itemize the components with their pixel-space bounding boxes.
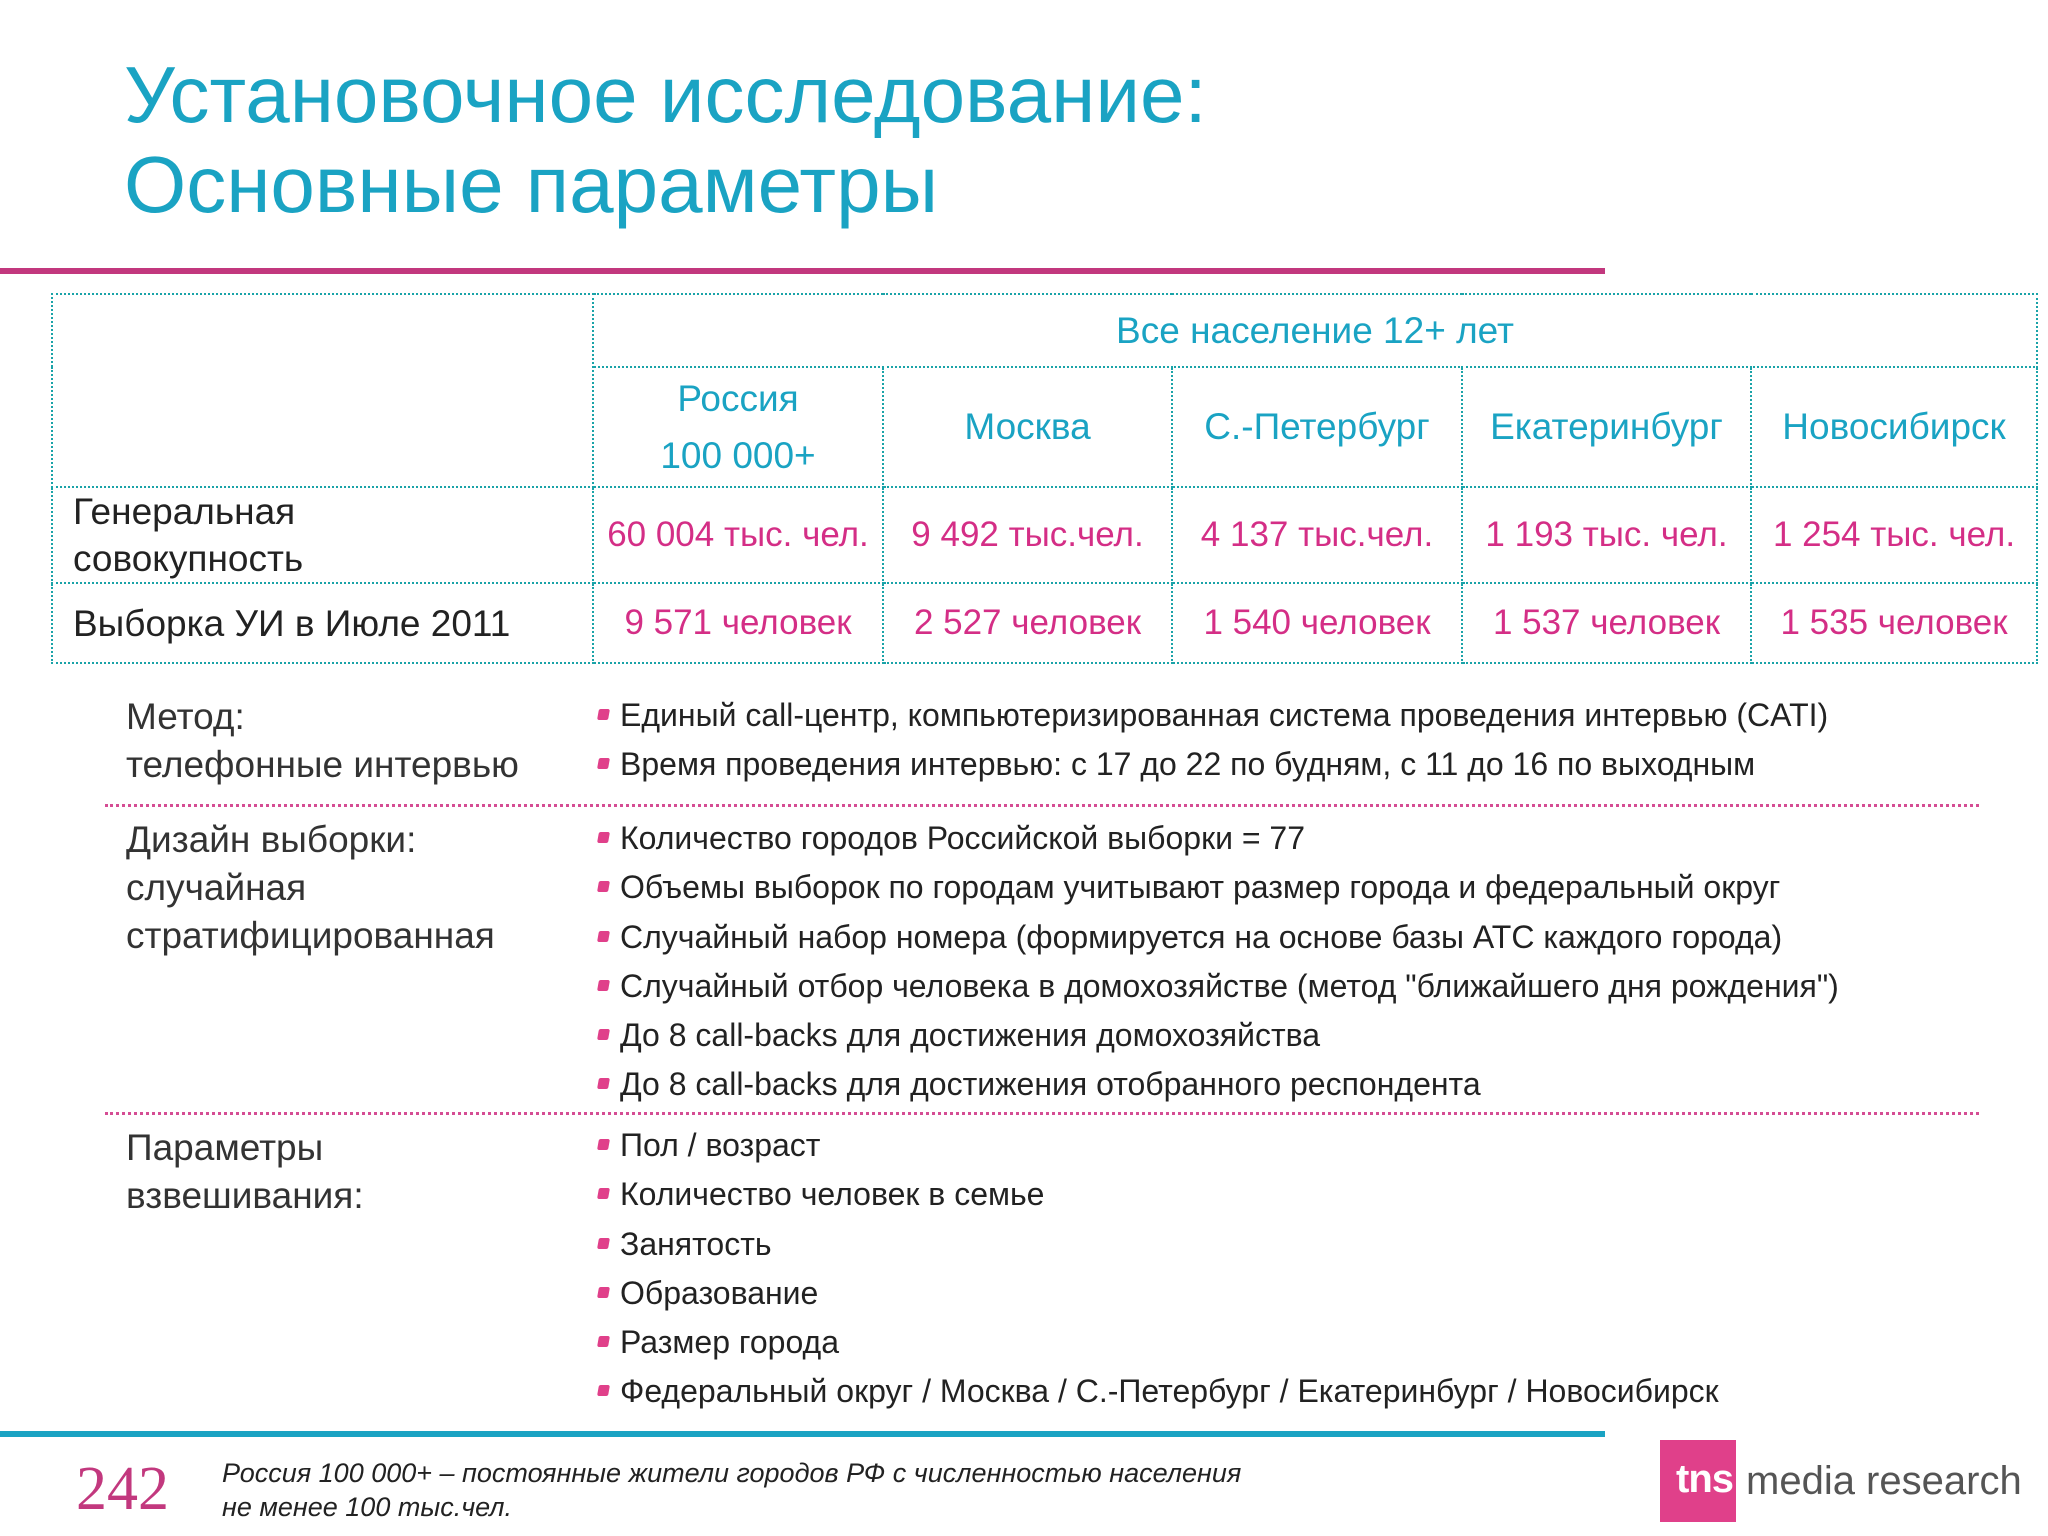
bullet-icon — [597, 758, 610, 769]
list-item-text: Размер города — [620, 1324, 839, 1361]
list-item — [598, 814, 1839, 863]
section-label-line: стратифицированная — [126, 915, 495, 956]
list-item-text: Образование — [620, 1274, 819, 1311]
section-label-line: Метод: — [126, 696, 245, 737]
bullet-icon — [597, 931, 610, 942]
bullet-icon — [597, 1078, 610, 1089]
list-item-text: Занятость — [620, 1225, 772, 1262]
list-item-text: Объемы выборок по городам учитывают размер города и федеральный округ — [620, 869, 1781, 906]
list-item-text: До 8 call-backs для достижения отобранного респондента — [620, 1066, 1481, 1103]
section-label-line: случайная — [126, 867, 307, 908]
method-bullet-list — [598, 691, 1828, 790]
table-cell: 1 537 человек — [1462, 583, 1751, 663]
row-label-line: совокупность — [73, 538, 304, 579]
bullet-icon — [597, 1139, 610, 1150]
list-item — [598, 1011, 1839, 1060]
population-table — [51, 293, 2038, 664]
row-label-sample: Выборка УИ в Июле 2011 — [52, 583, 593, 663]
list-item — [598, 1269, 1719, 1318]
footnote-line: не менее 100 тыс.чел. — [222, 1492, 513, 1522]
table-corner-cell — [52, 294, 593, 487]
bullet-icon — [597, 1238, 610, 1249]
column-header-spb: С.-Петербург — [1172, 367, 1462, 487]
bullet-icon — [597, 1287, 610, 1298]
bullet-icon — [597, 832, 610, 843]
tns-logo — [1660, 1436, 2022, 1528]
footer-divider — [0, 1431, 1605, 1437]
bullet-icon — [597, 709, 610, 720]
list-item — [598, 691, 1828, 740]
bullet-icon — [597, 881, 610, 892]
section-label-line: телефонные интервью — [126, 744, 519, 785]
list-item — [598, 1170, 1719, 1219]
logo-mark-text: tns — [1676, 1457, 1733, 1501]
table-cell: 1 193 тыс. чел. — [1462, 487, 1751, 583]
list-item-text: Количество городов Российской выборки = 77 — [620, 820, 1306, 856]
list-item-text: Случайный отбор человека в домохозяйстве (метод "ближайшего дня рождения") — [620, 967, 1839, 1004]
list-item — [598, 863, 1839, 912]
footnote — [222, 1456, 1241, 1524]
list-item-text: Единый call-центр, компьютеризированная система проведения интервью (CATI) — [620, 697, 1829, 733]
footnote-line: Россия 100 000+ – постоянные жители городов РФ с численностью населения — [222, 1458, 1242, 1488]
table-cell: 60 004 тыс. чел. — [593, 487, 883, 583]
table-cell: 1 540 человек — [1172, 583, 1462, 663]
slide-title — [124, 50, 1207, 230]
column-header-sublabel: 100 000+ — [660, 435, 816, 476]
bullet-icon — [597, 1188, 610, 1199]
row-label-line: Генеральная — [73, 491, 296, 532]
bullet-icon — [597, 1029, 610, 1040]
slide-title-line1: Установочное исследование: — [124, 50, 1207, 139]
bullet-icon — [597, 1385, 610, 1396]
bullet-icon — [597, 1336, 610, 1347]
slide-title-line2: Основные параметры — [124, 140, 939, 229]
section-label-line: Параметры — [126, 1127, 324, 1168]
column-header-moscow: Москва — [883, 367, 1172, 487]
table-group-header: Все население 12+ лет — [593, 294, 2037, 367]
title-divider — [0, 268, 1605, 274]
list-item-text: Время проведения интервью: с 17 до 22 по будням, с 11 до 16 по выходным — [620, 746, 1756, 783]
weighting-bullet-list — [598, 1121, 1719, 1417]
list-item — [598, 740, 1828, 789]
list-item — [598, 1367, 1719, 1416]
list-item — [598, 913, 1839, 962]
row-label-general-population — [52, 487, 593, 583]
list-item-text: До 8 call-backs для достижения домохозяйства — [620, 1017, 1321, 1054]
list-item-text: Пол / возраст — [620, 1127, 821, 1163]
section-divider — [105, 1112, 1979, 1115]
list-item-text: Случайный набор номера (формируется на основе базы АТС каждого города) — [620, 918, 1783, 955]
table-cell: 1 535 человек — [1751, 583, 2037, 663]
sample-design-bullet-list — [598, 814, 1839, 1110]
column-header-russia — [593, 367, 883, 487]
column-header-ekaterinburg: Екатеринбург — [1462, 367, 1751, 487]
list-item — [598, 1060, 1839, 1109]
table-row — [52, 583, 2037, 663]
page-number: 242 — [76, 1455, 169, 1523]
list-item — [598, 962, 1839, 1011]
list-item-text: Количество человек в семье — [620, 1176, 1045, 1213]
section-divider — [105, 804, 1979, 807]
section-label-sample-design — [126, 816, 495, 960]
list-item — [598, 1121, 1719, 1170]
table-cell: 2 527 человек — [883, 583, 1172, 663]
logo-text: media research — [1746, 1459, 2022, 1503]
table-cell: 4 137 тыс.чел. — [1172, 487, 1462, 583]
table-cell: 9 571 человек — [593, 583, 883, 663]
list-item — [598, 1318, 1719, 1367]
section-label-line: взвешивания: — [126, 1175, 364, 1216]
list-item — [598, 1220, 1719, 1269]
column-header-novosibirsk: Новосибирск — [1751, 367, 2037, 487]
section-label-line: Дизайн выборки: — [126, 819, 417, 860]
table-cell: 1 254 тыс. чел. — [1751, 487, 2037, 583]
column-header-label: Россия — [677, 378, 799, 419]
bullet-icon — [597, 980, 610, 991]
table-cell: 9 492 тыс.чел. — [883, 487, 1172, 583]
table-row — [52, 487, 2037, 583]
section-label-weighting — [126, 1124, 364, 1220]
section-label-method — [126, 693, 519, 789]
list-item-text: Федеральный округ / Москва / С.-Петербург / Екатеринбург / Новосибирск — [620, 1373, 1719, 1410]
